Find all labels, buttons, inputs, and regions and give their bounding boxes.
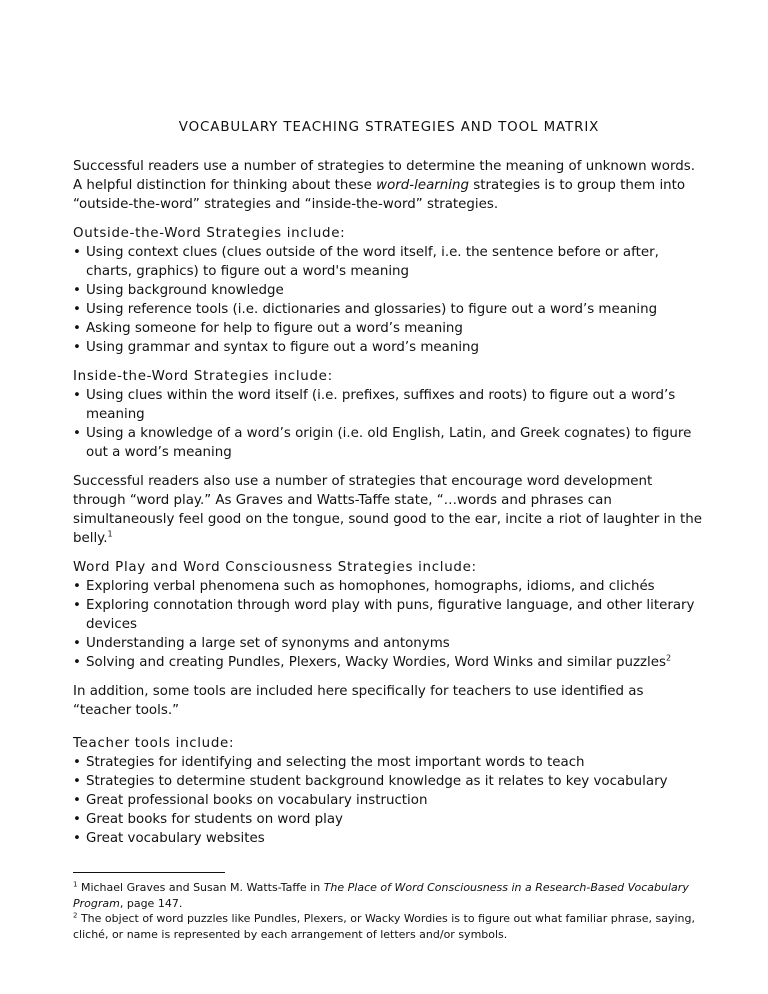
wordplay-heading: Word Play and Word Consciousness Strategies include: bbox=[73, 560, 477, 575]
footnote-1-title: The Place of Word Consciousness in a Research-Based Vocabulary Program bbox=[73, 881, 689, 910]
footnote-1-text-b: , page 147. bbox=[119, 896, 183, 910]
footnote-ref-1: 1 bbox=[107, 529, 113, 539]
list-item: • Using grammar and syntax to figure out a word’s meaning bbox=[73, 338, 705, 357]
list-item: • Great vocabulary websites bbox=[73, 829, 705, 848]
footnote-1-text-a: Michael Graves and Susan M. Watts-Taffe in bbox=[77, 881, 324, 894]
list-item: • Using background knowledge bbox=[73, 281, 705, 300]
footnote-2 bbox=[73, 911, 705, 942]
list-item: • Strategies to determine student background knowledge as it relates to key vocabulary bbox=[73, 772, 705, 791]
wordplay-list bbox=[73, 577, 705, 672]
list-item: • Using clues within the word itself (i.e. prefixes, suffixes and roots) to figure out a word’s meaning bbox=[73, 386, 705, 424]
intro-text-1: Successful readers use a number of strategies to determine the meaning of unknown words. A helpful distinction for thinking about these bbox=[73, 159, 695, 193]
intro-emphasis: word-learning bbox=[376, 178, 469, 193]
inside-list bbox=[73, 386, 705, 462]
wordplay-intro-text: Successful readers also use a number of strategies that encourage word development through “word play.” As Graves and Watts-Taffe state, “…words and phrases can simultaneously feel good on the tongue, sound good to the ear, incite a riot of laughter in the belly. bbox=[73, 474, 702, 546]
list-item: • Asking someone for help to figure out a word’s meaning bbox=[73, 319, 705, 338]
footnote-number-1: 1 bbox=[73, 880, 78, 889]
intro-paragraph bbox=[73, 157, 705, 214]
list-item: • Understanding a large set of synonyms and antonyms bbox=[73, 634, 705, 653]
wordplay-intro-paragraph bbox=[73, 472, 705, 548]
outside-heading: Outside-the-Word Strategies include: bbox=[73, 226, 346, 241]
teacher-intro-paragraph: In addition, some tools are included here specifically for teachers to use identified as “teacher tools.” bbox=[73, 684, 644, 718]
footnote-2-text: The object of word puzzles like Pundles, Plexers, or Wacky Wordies is to figure out what familiar phrase, saying, cliché, or name is represented by each arrangement of letters and/or symbols. bbox=[73, 912, 695, 941]
inside-heading: Inside-the-Word Strategies include: bbox=[73, 369, 333, 384]
list-item: • Using context clues (clues outside of the word itself, i.e. the sentence before or after, charts, graphics) to figure out a word's meaning bbox=[73, 243, 705, 281]
list-item: • Exploring verbal phenomena such as homophones, homographs, idioms, and clichés bbox=[73, 577, 705, 596]
list-item: • Using reference tools (i.e. dictionaries and glossaries) to figure out a word’s meaning bbox=[73, 300, 705, 319]
list-item: • Exploring connotation through word play with puns, figurative language, and other literary devices bbox=[73, 596, 705, 634]
list-item: • Great professional books on vocabulary instruction bbox=[73, 791, 705, 810]
teacher-list bbox=[73, 753, 705, 848]
list-item: • Strategies for identifying and selecting the most important words to teach bbox=[73, 753, 705, 772]
footnote-divider bbox=[73, 872, 225, 873]
teacher-heading: Teacher tools include: bbox=[73, 736, 235, 751]
document-page bbox=[73, 120, 705, 942]
page-title: VOCABULARY TEACHING STRATEGIES AND TOOL MATRIX bbox=[178, 120, 600, 135]
list-item-text: Solving and creating Pundles, Plexers, Wacky Wordies, Word Winks and similar puzzles bbox=[86, 655, 666, 670]
footnote-1 bbox=[73, 880, 705, 911]
outside-list bbox=[73, 243, 705, 357]
footnote-number-2: 2 bbox=[73, 911, 78, 920]
list-item: • Using a knowledge of a word’s origin (i.e. old English, Latin, and Greek cognates) to figure out a word’s meaning bbox=[73, 424, 705, 462]
intro-text-2: strategies is to group them into “outside-the-word” strategies and “inside-the-word” strategies. bbox=[73, 178, 686, 212]
list-item: • Great books for students on word play bbox=[73, 810, 705, 829]
list-item bbox=[73, 653, 705, 672]
footnote-ref-2: 2 bbox=[665, 653, 672, 663]
